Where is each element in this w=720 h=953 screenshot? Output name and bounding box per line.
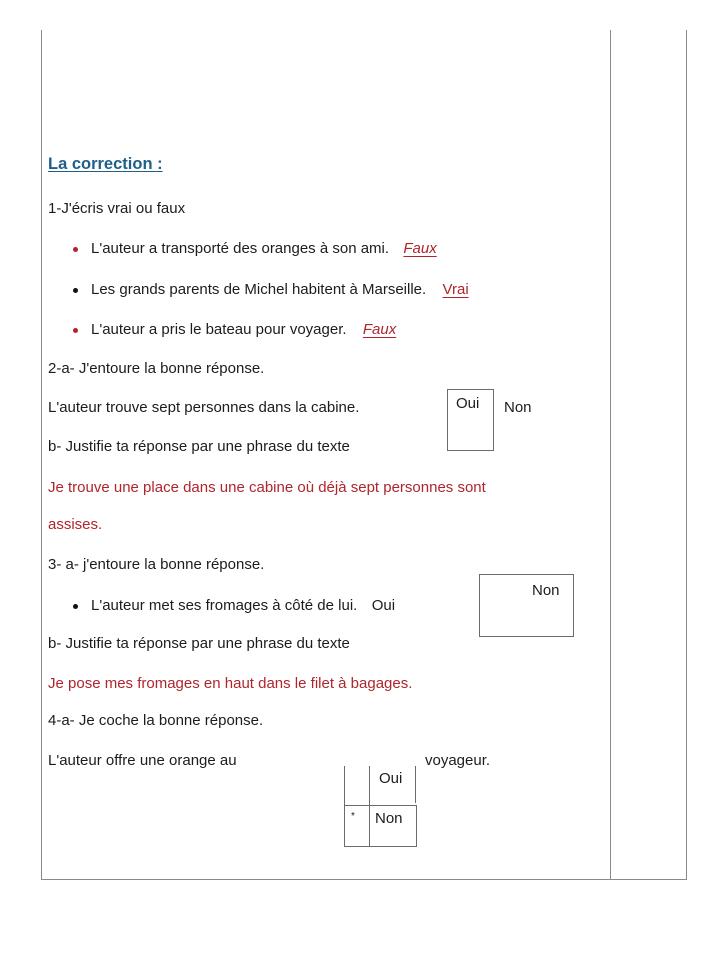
q4-table-bottom-line [344,846,417,847]
q3-statement: L'auteur met ses fromages à côté de lui. [91,597,358,614]
q3-justify-heading: b- Justifie ta réponse par une phrase du texte [48,635,350,652]
q2-statement: L'auteur trouve sept personnes dans la cabine. [48,399,360,416]
q2-option-non: Non [504,399,532,416]
bullet-icon [73,247,78,252]
correction-title: La correction : [48,155,163,173]
q3-item [91,597,395,615]
q1-heading: 1-J'écris vrai ou faux [48,200,186,217]
q1-item-3 [91,321,396,339]
frame-outer-right-border [686,30,687,880]
q2-justify-answer-2: assises. [48,516,103,533]
q3-option-oui: Oui [371,597,396,614]
q4-table-right-lower [416,806,417,846]
q3-heading: 3- a- j'entoure la bonne réponse. [48,556,265,573]
q1-item-2-answer: Vrai [442,281,469,298]
frame-bottom-border [41,879,687,880]
q4-table-divider [369,766,370,846]
q4-statement-start: L'auteur offre une orange au [48,752,237,769]
q2-justify-answer-1: Je trouve une place dans une cabine où déjà sept personnes sont [48,479,486,496]
bullet-icon [73,288,78,293]
q4-option-non: Non [375,810,403,827]
q1-item-3-answer: Faux [362,321,397,338]
bullet-icon [73,604,78,609]
q4-table-mid-line [344,805,417,806]
q4-table-left-edge [344,766,345,846]
q1-item-3-text: L'auteur a pris le bateau pour voyager. [91,321,347,338]
q1-item-2 [91,281,469,299]
frame-left-border [41,30,42,880]
q1-item-1 [91,240,437,258]
q3-option-non: Non [532,582,560,599]
q3-answer-circle [479,574,574,637]
q4-table-right-upper [415,766,416,803]
q1-item-1-text: L'auteur a transporté des oranges à son ami. [91,240,390,257]
q2-heading: 2-a- J'entoure la bonne réponse. [48,360,265,377]
q3-justify-answer: Je pose mes fromages en haut dans le filet à bagages. [48,675,413,692]
q4-statement-end: voyageur. [425,752,491,769]
q4-option-oui: Oui [379,770,403,787]
q1-item-2-text: Les grands parents de Michel habitent à Marseille. [91,281,427,298]
frame-inner-right-border [610,30,611,880]
q2-justify-heading: b- Justifie ta réponse par une phrase du texte [48,438,350,455]
q2-option-oui: Oui [456,395,480,412]
q4-checked-mark: * [351,811,355,822]
q4-heading: 4-a- Je coche la bonne réponse. [48,712,264,729]
q1-item-1-answer: Faux [403,240,437,257]
bullet-icon [73,328,78,333]
